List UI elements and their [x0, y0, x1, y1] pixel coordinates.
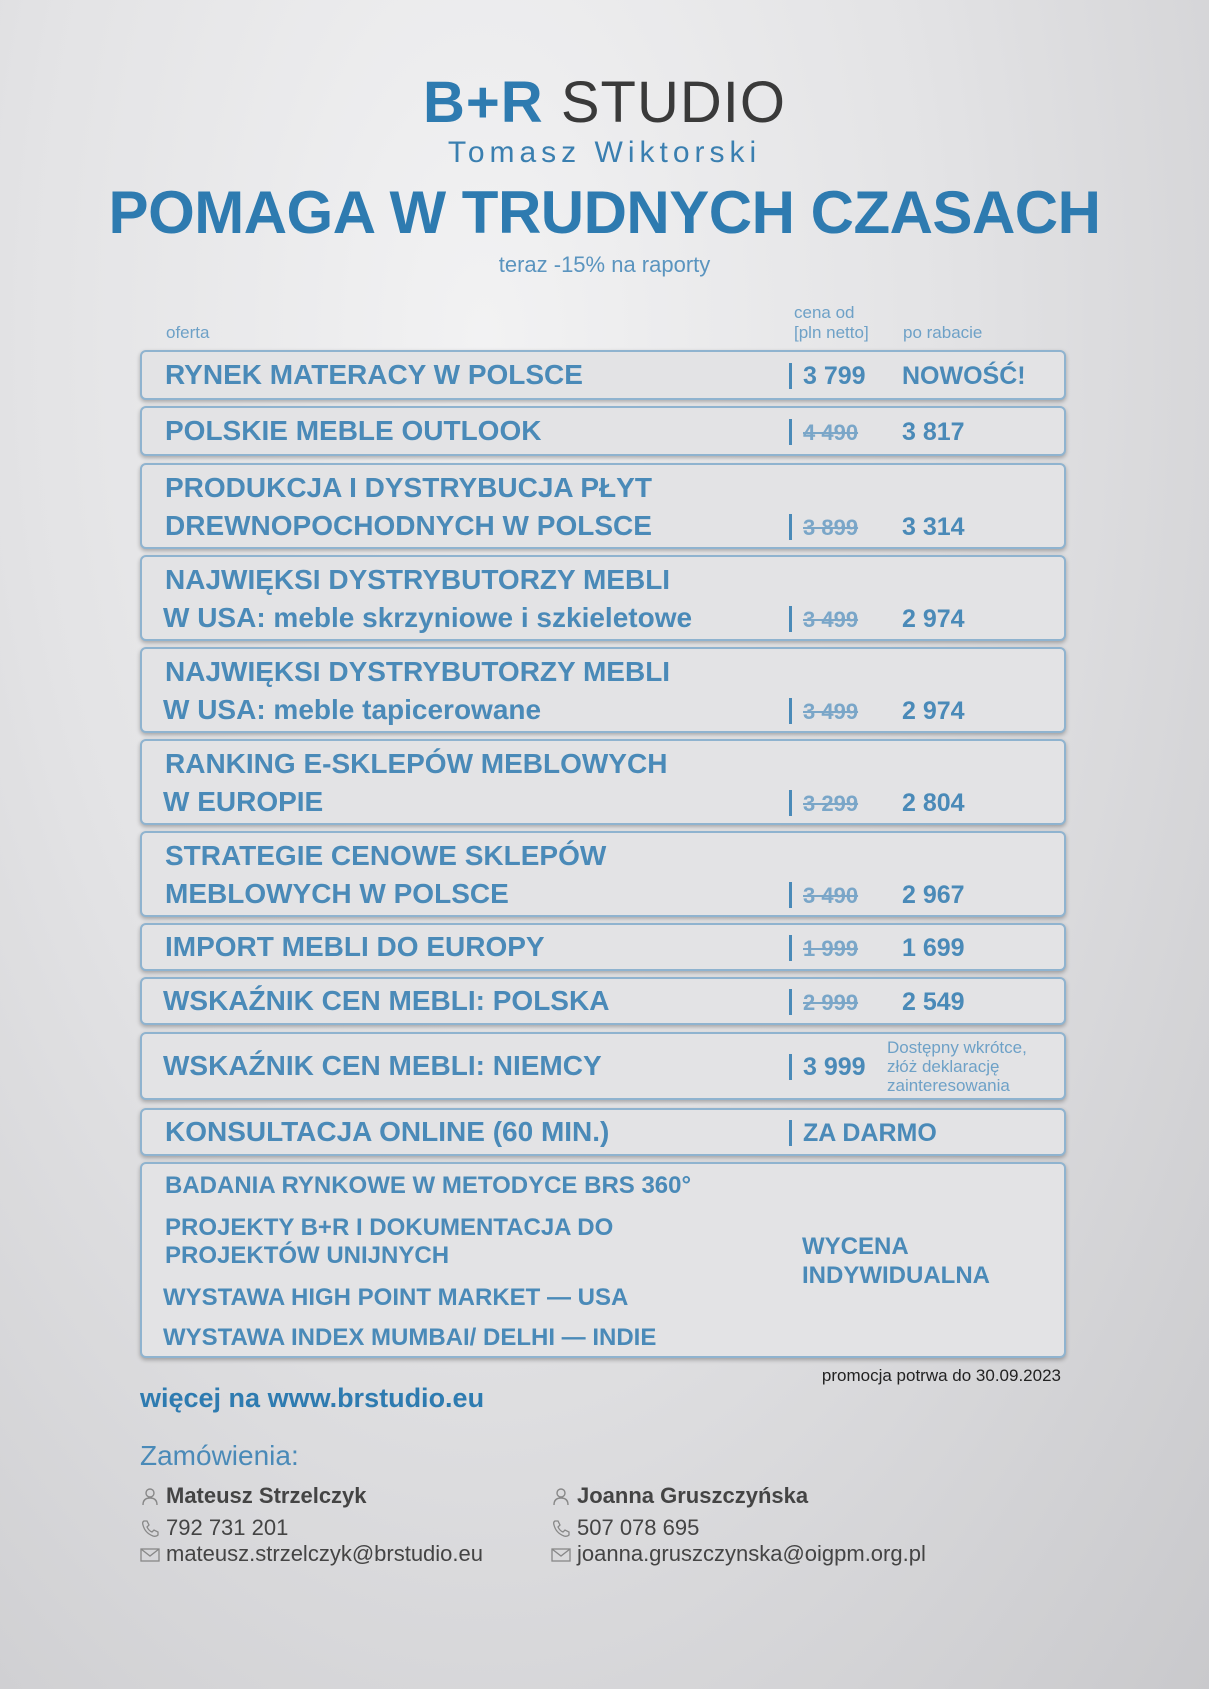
- offer-discount-price: 3 314: [902, 513, 965, 541]
- offer-old-price: 2 999: [803, 990, 859, 1015]
- contact-name-line: [140, 1483, 483, 1509]
- offer-discount-price: 1 699: [902, 934, 965, 962]
- offer-row: [140, 923, 1066, 971]
- contact-name: Joanna Gruszczyńska: [577, 1483, 809, 1508]
- offer-title: POLSKIE MEBLE OUTLOOK: [165, 415, 542, 446]
- contact-phone[interactable]: 507 078 695: [577, 1515, 700, 1540]
- phone-icon: [551, 1519, 573, 1539]
- mail-icon: [140, 1547, 162, 1563]
- price-divider: [789, 514, 792, 540]
- person-icon: [551, 1487, 573, 1507]
- price-divider: [789, 1120, 792, 1146]
- column-header-offer: oferta: [166, 323, 210, 342]
- offer-row: [140, 463, 1066, 549]
- orders-heading: Zamówienia:: [140, 1440, 299, 1471]
- column-header-price-line1: cena od: [794, 303, 855, 322]
- contact-name-line: [551, 1483, 926, 1509]
- phone-icon: [140, 1519, 162, 1539]
- offer-price: [803, 696, 858, 727]
- offer-price: 3 999: [803, 1053, 866, 1081]
- offer-old-price: 3 299: [803, 791, 859, 816]
- price-divider: [789, 606, 792, 632]
- offer-row: [140, 406, 1066, 456]
- offer-title-line2: DREWNOPOCHODNYCH W POLSCE: [165, 510, 652, 541]
- offer-discount-price: 2 967: [902, 881, 965, 909]
- offer-price: [803, 604, 858, 635]
- offer-title-line1: NAJWIĘKSI DYSTRYBUTORZY MEBLI: [165, 564, 671, 595]
- service-item: PROJEKTY B+R I DOKUMENTACJA DO: [165, 1214, 614, 1241]
- offer-row: [140, 831, 1066, 917]
- offer-title-line2: W USA: meble skrzyniowe i szkieletowe: [163, 602, 693, 633]
- price-divider: [789, 419, 792, 445]
- website-link[interactable]: więcej na www.brstudio.eu: [140, 1383, 485, 1413]
- price-divider: [789, 698, 792, 724]
- individual-pricing: [802, 1232, 990, 1290]
- offer-price: [803, 417, 858, 448]
- offer-discount-price: 2 974: [902, 605, 965, 633]
- offer-price: [803, 880, 858, 911]
- offer-title-line2: W USA: meble tapicerowane: [163, 694, 542, 725]
- contact-email[interactable]: mateusz.strzelczyk@brstudio.eu: [166, 1541, 484, 1566]
- availability-note: [887, 1038, 1027, 1095]
- price-divider: [789, 363, 792, 389]
- service-item: BADANIA RYNKOWE W METODYCE BRS 360°: [165, 1172, 692, 1199]
- contact-phone[interactable]: 792 731 201: [166, 1515, 289, 1540]
- offer-title-line1: PRODUKCJA I DYSTRYBUCJA PŁYT: [165, 472, 652, 503]
- owner-name: Tomasz Wiktorski: [447, 136, 762, 169]
- headline: POMAGA W TRUDNYCH CZASACH: [108, 179, 1101, 246]
- availability-note-line2: złóż deklarację: [887, 1057, 1000, 1076]
- offer-old-price: 3 899: [803, 515, 859, 540]
- offer-title: KONSULTACJA ONLINE (60 MIN.): [165, 1116, 610, 1147]
- price-divider: [789, 882, 792, 908]
- services-box: [140, 1162, 1066, 1358]
- mail-icon: [551, 1547, 573, 1563]
- column-header-discount: po rabacie: [903, 323, 983, 342]
- contact-phone-line: [140, 1515, 483, 1541]
- contact-email-line: [551, 1541, 926, 1567]
- offer-row: [140, 555, 1066, 641]
- offer-row: [140, 1108, 1066, 1156]
- person-icon: [140, 1487, 162, 1507]
- offer-title-line1: STRATEGIE CENOWE SKLEPÓW: [165, 840, 607, 871]
- offer-price: [803, 512, 858, 543]
- offer-price: [803, 933, 858, 964]
- offer-old-price: 3 499: [803, 607, 859, 632]
- offer-title: WSKAŹNIK CEN MEBLI: NIEMCY: [163, 1050, 602, 1081]
- offer-row: [140, 647, 1066, 733]
- offer-title: IMPORT MEBLI DO EUROPY: [165, 931, 545, 962]
- offer-title-line2: MEBLOWYCH W POLSCE: [165, 878, 509, 909]
- offer-row: [140, 739, 1066, 825]
- logo-brand: B+R: [423, 70, 544, 135]
- offer-old-price: 3 499: [803, 699, 859, 724]
- offer-row: [140, 1032, 1066, 1100]
- offer-old-price: 1 999: [803, 936, 859, 961]
- logo-studio: STUDIO: [560, 70, 786, 135]
- offer-row: [140, 977, 1066, 1025]
- offer-old-price: 4 490: [803, 420, 859, 445]
- individual-pricing-line2: INDYWIDUALNA: [802, 1262, 990, 1289]
- offer-discount-price: 2 804: [902, 789, 965, 817]
- offer-discount-price: 2 974: [902, 697, 965, 725]
- contact-card: [140, 1483, 483, 1567]
- price-divider: [789, 935, 792, 961]
- offer-old-price: 3 490: [803, 883, 859, 908]
- service-item: WYSTAWA INDEX MUMBAI/ DELHI — INDIE: [163, 1324, 657, 1351]
- offer-price: [803, 788, 858, 819]
- column-header-price: [794, 303, 869, 343]
- offer-title-line2: W EUROPIE: [163, 786, 324, 817]
- promo-deadline: promocja potrwa do 30.09.2023: [821, 1366, 1061, 1385]
- price-divider: [789, 989, 792, 1015]
- availability-note-line3: zainteresowania: [887, 1076, 1010, 1095]
- offer-title-line1: RANKING E-SKLEPÓW MEBLOWYCH: [165, 748, 668, 779]
- contact-email-line: [140, 1541, 483, 1567]
- offer-title: WSKAŹNIK CEN MEBLI: POLSKA: [163, 985, 610, 1016]
- service-item: WYSTAWA HIGH POINT MARKET — USA: [163, 1284, 629, 1311]
- service-item: PROJEKTÓW UNIJNYCH: [165, 1242, 450, 1269]
- offer-row: [140, 350, 1066, 400]
- offer-price: [803, 987, 858, 1018]
- contact-card: [551, 1483, 926, 1567]
- price-divider: [789, 790, 792, 816]
- individual-pricing-line1: WYCENA: [802, 1233, 909, 1260]
- offer-discount-price: 2 549: [902, 988, 965, 1016]
- contact-name: Mateusz Strzelczyk: [166, 1483, 367, 1508]
- offer-price: ZA DARMO: [803, 1119, 937, 1147]
- offer-title-line1: NAJWIĘKSI DYSTRYBUTORZY MEBLI: [165, 656, 671, 687]
- column-header-price-line2: [pln netto]: [794, 323, 869, 342]
- offer-price: 3 799: [803, 362, 866, 390]
- subheadline: teraz -15% na raporty: [498, 252, 711, 277]
- contact-email[interactable]: joanna.gruszczynska@oigpm.org.pl: [577, 1541, 926, 1566]
- logo: [0, 68, 1209, 138]
- offer-discount-price: NOWOŚĆ!: [902, 362, 1026, 390]
- availability-note-line1: Dostępny wkrótce,: [887, 1038, 1027, 1057]
- offer-discount-price: 3 817: [902, 418, 965, 446]
- price-divider: [789, 1054, 792, 1080]
- contact-phone-line: [551, 1515, 926, 1541]
- offer-title: RYNEK MATERACY W POLSCE: [165, 359, 583, 390]
